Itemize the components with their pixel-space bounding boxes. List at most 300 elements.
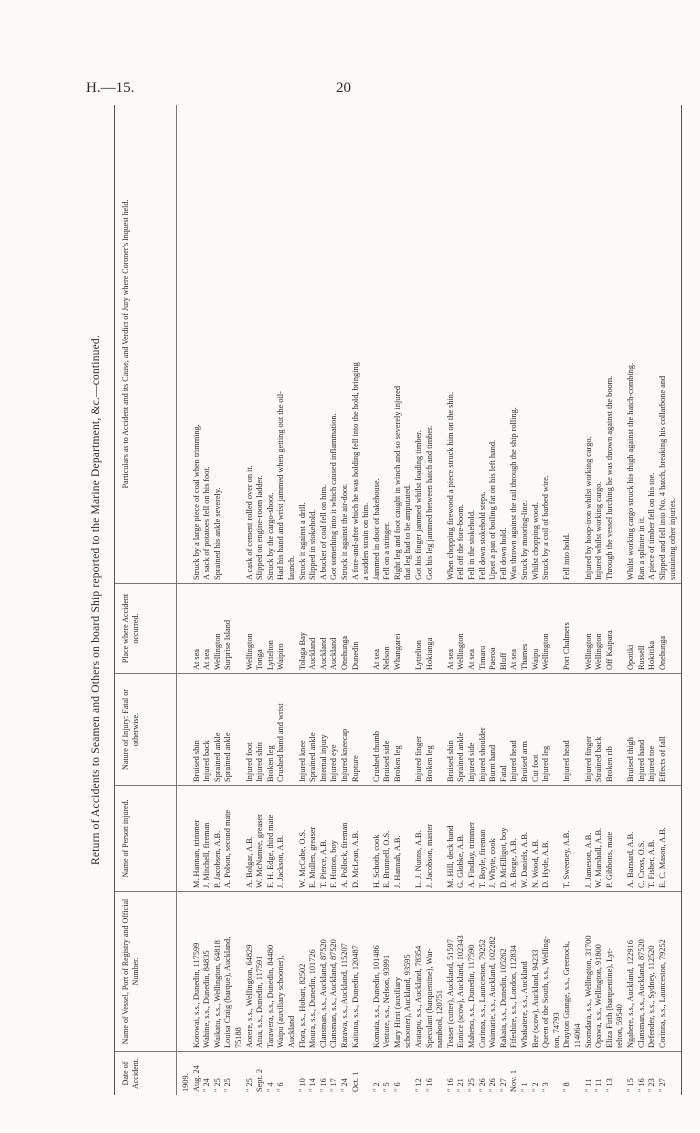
table-cell-vessel: nambool, 120751 <box>435 989 445 1048</box>
table-cell-person: D. McElligot, boy <box>498 827 508 888</box>
table-cell-place <box>552 587 563 670</box>
table-title: Return of Accidents to Seamen and Others on board Ship reported to the Marine Department, &c.—continued. <box>90 335 102 865</box>
table-cell-vessel: Komata, s.s., Dunedin, 101486 <box>371 945 381 1048</box>
table-cell-particulars: Slipped and fell into No. 4 hatch, breaking his collarbone and <box>657 375 667 580</box>
table-cell-person <box>361 789 372 888</box>
table-cell-vessel: Fifeshire, s.s., London, 112834 <box>509 945 519 1048</box>
table-cell-particulars: Jammed in door of bakehouse. <box>371 478 381 580</box>
table-cell-vessel: Rakaia, s.s., Dunedin, 105262 <box>498 948 508 1048</box>
table-cell-place: At sea <box>202 649 212 670</box>
date-column <box>115 1051 681 1095</box>
table-cell-date: " 16 <box>424 1078 434 1092</box>
table-cell-particulars: sustaining other injuries. <box>668 498 678 580</box>
table-cell-injury <box>287 677 298 782</box>
table-cell-vessel <box>181 895 192 1048</box>
table-cell-particulars: Through the vessel lurching he was thrown against the boom. <box>604 375 614 580</box>
table-cell-injury: Injured knee <box>297 740 307 782</box>
vessel-column-body <box>181 892 679 1051</box>
particulars-header: Particulars as to Accident and its Cause, and Verdict of Jury where Coroner's Inquest held. <box>115 105 177 583</box>
table-cell-injury: Bruised arm <box>520 741 529 782</box>
table-cell-person <box>573 789 584 888</box>
place-column-body <box>181 584 679 673</box>
table-cell-injury: Fatal <box>498 765 508 782</box>
table-cell-particulars <box>615 108 626 580</box>
table-cell-particulars: that leg had to be amputated. <box>403 484 413 580</box>
table-cell-particulars <box>223 108 234 580</box>
place-column <box>115 583 681 673</box>
table-cell-vessel: Kaituna, s.s., Dunedin, 120487 <box>350 945 360 1048</box>
table-cell-injury <box>435 677 446 782</box>
page-reference: H.—15. <box>86 80 135 96</box>
table-cell-vessel: Defender, s.s., Sydney, 112520 <box>647 945 657 1048</box>
table-cell-person: M. Hannan, trimmer <box>191 819 201 888</box>
place-header: Place where Accident occurred. <box>115 584 177 673</box>
table-cell-date: " 14 <box>308 1078 318 1092</box>
table-cell-particulars: a sudden strain on him. <box>361 502 371 580</box>
table-cell-date: " 16 <box>636 1078 646 1092</box>
table-cell-injury: Broken leg <box>424 745 434 782</box>
table-cell-person <box>181 789 192 888</box>
table-cell-place: At sea <box>467 649 477 670</box>
table-cell-vessel: Teaser (cutter), Auckland, 51597 <box>445 939 455 1048</box>
table-cell-vessel: Waimarie, s.s., Auckland, 102282 <box>488 936 498 1048</box>
table-cell-place <box>615 587 626 670</box>
table-cell-place: Wellington <box>244 633 254 670</box>
table-cell-injury: Injured finger <box>583 736 593 782</box>
table-cell-person: H. Schoth, cook <box>371 834 381 888</box>
table-cell-injury: Crushed thumb <box>371 731 381 782</box>
table-cell-vessel: Aratapu, s.s., Auckland, 78354 <box>414 945 424 1048</box>
table-cell-place <box>234 587 245 670</box>
table-cell-vessel: Ngahere, s.s., Auckland, 122916 <box>625 940 635 1048</box>
table-cell-place: Whangarei <box>392 633 402 670</box>
table-cell-date: " 23 <box>647 1078 657 1092</box>
table-cell-injury: Strained back <box>594 736 604 782</box>
table-cell-particulars: Struck by mooring-line. <box>520 500 529 580</box>
table-cell-person <box>234 789 245 888</box>
table-cell-place: Wellington <box>541 633 551 670</box>
table-cell-particulars: Fell down stokehold steps. <box>477 491 487 580</box>
table-cell-particulars: Got his leg jammed between hatch and timber. <box>424 425 434 580</box>
table-cell-place: Wellington <box>583 633 593 670</box>
vessel-column <box>115 891 681 1051</box>
table-cell-place: Onehunga <box>339 635 349 670</box>
table-cell-person: J. Jameson, A.B. <box>583 832 593 888</box>
table-cell-person: A. Polson, second mate <box>223 809 233 888</box>
table-cell-injury: Sprained ankle <box>223 732 233 782</box>
table-cell-place: Lyttelton <box>414 640 424 670</box>
table-cell-date: " 12 <box>414 1078 424 1092</box>
table-cell-vessel: Clansman, s.s., Auckland, 87520 <box>636 939 646 1048</box>
table-cell-injury: Injured foot <box>244 742 254 782</box>
table-cell-place: Nelson <box>382 646 392 670</box>
table-cell-injury: Crushed hand and wrist <box>276 703 286 782</box>
table-cell-injury: Injured hand <box>636 739 646 782</box>
table-cell-date <box>361 1055 372 1092</box>
table-cell-vessel: Louisa Craig (barque), Auckland, <box>223 936 233 1048</box>
table-cell-person: D. Hyde, A.B. <box>541 840 551 888</box>
table-cell-place <box>573 587 584 670</box>
table-cell-injury: Injured head <box>509 740 519 782</box>
table-cell-injury: Broken leg <box>265 745 275 782</box>
table-cell-injury <box>234 677 245 782</box>
table-cell-date: Oct. 1 <box>350 1071 360 1092</box>
table-cell-vessel: Eunice (scow), Auckland, 102343 <box>456 935 466 1048</box>
table-cell-particulars: Fell down hold. <box>498 527 508 580</box>
table-cell-vessel: Venture, s.s., Nelson, 93991 <box>382 954 392 1048</box>
table-cell-date: Aug. 24 <box>191 1065 201 1092</box>
table-cell-place: Tolaga Bay <box>297 632 307 670</box>
table-cell-date <box>234 1055 245 1092</box>
table-cell-person: A. Barnard, A.B. <box>625 831 635 888</box>
table-cell-person: E. C. Mason, A.B. <box>657 827 667 888</box>
table-cell-injury: Injured head <box>562 740 572 782</box>
table-cell-injury: Rupture <box>350 755 360 782</box>
table-cell-particulars: Injured by hoop-iron whilst working cargo. <box>583 436 593 580</box>
table-cell-date: " 6 <box>276 1082 286 1092</box>
table-cell-vessel: telton, 59540 <box>615 1004 625 1048</box>
table-cell-place: Paeroa <box>488 647 498 670</box>
table-cell-person: J. Whyte, cook <box>488 838 498 888</box>
table-cell-date: Nov. 1 <box>509 1069 519 1092</box>
table-cell-particulars: Whilst chopping wood. <box>530 502 540 580</box>
table-cell-person <box>552 789 563 888</box>
table-cell-injury: Injured kneecap <box>339 728 349 782</box>
table-cell-vessel: Moura, s.s., Dunedin, 101726 <box>308 949 318 1048</box>
table-cell-particulars: Struck it against the air-door. <box>339 483 349 580</box>
table-cell-place <box>435 587 446 670</box>
table-cell-injury <box>552 677 563 782</box>
table-cell-injury: Burnt hand <box>488 744 498 782</box>
table-cell-particulars: Right leg and foot caught in winch and so severely injured <box>392 385 402 580</box>
person-column <box>115 785 681 891</box>
table-cell-date: " 8 <box>562 1082 572 1092</box>
date-header: Date of Accident. <box>115 1052 177 1095</box>
table-cell-vessel: Maheno, s.s., Dunedin, 117590 <box>467 944 477 1048</box>
table-cell-vessel <box>361 895 372 1048</box>
table-cell-date: " 25 <box>223 1078 233 1092</box>
table-cell-vessel: ton, 74793 <box>551 1012 561 1048</box>
particulars-column-body <box>181 105 679 583</box>
table-cell-date: " 27 <box>657 1078 667 1092</box>
table-cell-person: W. McCabe, O.S. <box>297 829 307 888</box>
table-cell-vessel: 114064 <box>572 1023 582 1048</box>
table-cell-place <box>181 587 192 670</box>
table-cell-date: " 11 <box>583 1078 593 1092</box>
table-cell-injury: Sprained ankle <box>456 732 466 782</box>
table-cell-person: P. Jacobsen, A.B. <box>212 830 222 888</box>
table-cell-person: A. Pollock, fireman <box>339 822 349 888</box>
table-cell-place: Off Kaipara <box>604 630 614 670</box>
table-cell-vessel: Korowai, s.s., Dunedin, 117599 <box>191 942 201 1048</box>
page-number: 20 <box>336 80 351 96</box>
table-cell-vessel <box>668 895 679 1048</box>
table-cell-place <box>668 587 679 670</box>
table-cell-date <box>668 1055 679 1092</box>
table-cell-injury: Injured toe <box>647 745 657 782</box>
table-cell-person: E. Mullen, greaser <box>308 826 318 888</box>
table-cell-injury <box>668 677 679 782</box>
table-cell-particulars: Sprained his ankle severely. <box>212 487 222 580</box>
table-cell-person: C. Cross, O.S. <box>636 840 646 888</box>
table-cell-person: T. Boyle, fireman <box>477 829 487 888</box>
table-cell-date: 1909. <box>181 1073 190 1092</box>
table-cell-particulars: A piece of timber fell on his toe. <box>647 472 657 580</box>
table-cell-particulars: Injured whilst working cargo. <box>594 481 604 580</box>
table-cell-injury: Broken leg <box>392 745 402 782</box>
table-cell-person <box>615 789 626 888</box>
table-cell-vessel: Mary Hirst (auxiliary <box>392 977 402 1048</box>
table-cell-vessel: Storndara, s.s., Wellington, 31700 <box>583 935 593 1048</box>
table-cell-date: Sept. 2 <box>255 1068 265 1092</box>
table-cell-date <box>552 1055 563 1092</box>
table-cell-vessel: Bee (scow), Auckland, 94233 <box>530 949 540 1048</box>
table-cell-particulars <box>181 108 192 580</box>
table-cell-place: At sea <box>509 649 519 670</box>
table-cell-injury: Injured shoulder <box>477 727 487 782</box>
table-cell-person: J. Jackson, A.B. <box>276 834 286 888</box>
table-cell-date: " 11 <box>594 1078 604 1092</box>
person-header: Name of Person injured. <box>115 786 177 891</box>
table-cell-particulars: Fell on a stringer. <box>382 521 392 580</box>
table-cell-vessel: schooner), Auckland, 93595 <box>403 954 413 1048</box>
table-cell-particulars: Slipped in stokehold. <box>308 509 318 580</box>
table-cell-person: G. Globke, A.B. <box>456 834 466 888</box>
table-cell-injury: Injured leg <box>541 745 551 782</box>
table-cell-date: " 25 <box>467 1078 477 1092</box>
table-cell-particulars: Struck by a coil of barbed wire. <box>541 475 551 580</box>
table-cell-vessel: Rarawa, s.s., Auckland, 115207 <box>339 943 349 1048</box>
injury-column-body <box>181 674 679 785</box>
table-cell-vessel: Wahine, s.s., Dunedin, 84835 <box>202 950 212 1048</box>
table-cell-person: A. Borge, A.B. <box>509 838 519 888</box>
table-cell-particulars: Struck by a large piece of coal when trimming. <box>191 424 201 580</box>
table-cell-particulars: Upset a pan of boiling fat on his left hand. <box>488 439 498 580</box>
table-cell-place: Russell <box>636 645 646 670</box>
table-cell-injury: Injured side <box>467 742 477 782</box>
table-cell-injury: Sprained ankle <box>308 732 318 782</box>
accident-table <box>114 105 682 1095</box>
table-cell-place: Waipiro <box>276 643 286 670</box>
particulars-column <box>115 105 681 583</box>
table-cell-place: Onehunga <box>657 635 667 670</box>
table-cell-vessel: Flora, s.s., Hobart, 82502 <box>297 963 307 1048</box>
table-cell-particulars: A bucket of coal fell on him. <box>318 484 328 580</box>
table-cell-date: " 27 <box>498 1078 508 1092</box>
table-cell-place: Port Chalmers <box>562 622 572 670</box>
table-cell-person: W. McNamee, greaser <box>255 814 265 888</box>
table-cell-vessel: Opawa, s.s., Wellington, 91800 <box>594 944 604 1048</box>
injury-column <box>115 673 681 785</box>
table-cell-place: Waipu <box>530 648 540 670</box>
table-cell-injury: Effects of fall <box>657 736 667 782</box>
vessel-header: Name of Vessel, Port of Registry and Official Number. <box>115 892 177 1051</box>
table-cell-place: Wellington <box>594 633 604 670</box>
table-cell-particulars: Fell off the fore-boom. <box>456 504 466 580</box>
table-cell-person: J. Jacobson, master <box>424 823 434 888</box>
table-cell-injury: Bruised side <box>382 740 392 782</box>
table-cell-place: At sea <box>191 649 201 670</box>
table-cell-date: " 26 <box>477 1078 487 1092</box>
table-cell-injury: Bruised thigh <box>625 737 635 782</box>
table-cell-vessel: Corinna, s.s., Launceston, 79252 <box>657 939 667 1048</box>
table-cell-injury: Bruised shin <box>191 740 201 782</box>
table-cell-place: Auckland <box>308 637 318 670</box>
table-cell-date: " 10 <box>297 1078 307 1092</box>
table-cell-particulars: Got something into it which caused inflammation. <box>329 413 339 580</box>
table-cell-vessel: Speculant (barquentine), War- <box>424 948 434 1048</box>
table-cell-vessel: Queen of the South, s.s., Welling- <box>541 936 551 1048</box>
table-cell-particulars: Whilst working cargo struck his thigh against the hatch-combing. <box>625 362 635 580</box>
table-cell-place: Auckland <box>329 637 339 670</box>
table-cell-injury <box>403 677 414 782</box>
table-cell-particulars <box>573 108 584 580</box>
table-cell-person <box>668 789 679 888</box>
table-cell-date: " 2 <box>530 1082 540 1092</box>
table-cell-person: L. J. Nunns, A.B. <box>414 830 424 888</box>
table-cell-vessel: Waikatu, s.s., Wellington, 64818 <box>212 940 222 1048</box>
table-cell-person: N. Wood, A.B. <box>530 839 540 888</box>
table-cell-particulars: A sack of potatoes fell on his foot. <box>202 466 212 580</box>
table-cell-person: P. Gibbons, mate <box>604 831 614 888</box>
table-cell-vessel: Waipu (auxiliary schooner), <box>276 955 286 1048</box>
table-cell-date: " 3 <box>541 1082 551 1092</box>
table-cell-place: Wellington <box>456 633 466 670</box>
table-cell-place: Tonga <box>255 649 265 670</box>
table-cell-vessel: Tarawera, s.s., Dunedin, 84480 <box>265 944 275 1048</box>
table-cell-particulars <box>435 108 446 580</box>
table-cell-person <box>287 789 298 888</box>
table-cell-place: Surprise Island <box>223 619 233 670</box>
table-cell-place: Hokianga <box>424 637 434 670</box>
table-cell-date: " 6 <box>392 1082 402 1092</box>
table-cell-place: At sea <box>371 649 381 670</box>
date-column-body <box>181 1052 679 1095</box>
table-cell-person: T. Sweeney, A.B. <box>562 830 572 888</box>
table-cell-person: J. Mitchell, fireman <box>202 822 212 888</box>
table-cell-particulars: Had his hand and wrist jammed when getting out the oil- <box>276 391 286 580</box>
table-cell-particulars: Fell into hold. <box>562 533 572 580</box>
table-cell-particulars: Struck by the cargo-shoot. <box>265 492 275 580</box>
table-cell-particulars <box>552 108 563 580</box>
table-cell-particulars: Got his finger jammed whilst loading timber. <box>414 430 424 580</box>
table-cell-date: " 25 <box>212 1078 222 1092</box>
table-cell-place: Auckland <box>318 637 328 670</box>
table-cell-vessel: Whakatere, s.s., Auckland <box>520 961 529 1048</box>
table-cell-person: D. McLean, A.B. <box>350 830 360 888</box>
table-cell-injury <box>573 677 584 782</box>
table-cell-place: Hokitika <box>647 640 657 670</box>
table-cell-date: " 15 <box>625 1078 635 1092</box>
table-cell-vessel: Atua, s.s., Dunedin, 117591 <box>255 955 265 1048</box>
table-cell-place: Thames <box>520 643 529 670</box>
table-cell-date: " 4 <box>265 1082 275 1092</box>
table-cell-date: " 17 <box>329 1078 339 1092</box>
table-cell-injury: Sprained ankle <box>212 732 222 782</box>
table-cell-injury <box>181 677 192 782</box>
table-cell-vessel: Corinna, s.s., Launceston, 79252 <box>477 939 487 1048</box>
table-cell-person: W. Daniels, A.B. <box>520 832 529 888</box>
table-cell-place <box>361 587 372 670</box>
table-cell-particulars: Ran a splinter in it. <box>636 516 646 580</box>
table-cell-date: " 2 <box>371 1082 381 1092</box>
table-cell-injury: Injured finger <box>414 736 424 782</box>
table-cell-date: " 25 <box>244 1078 254 1092</box>
table-cell-place: Bluff <box>498 652 508 670</box>
table-cell-person: T. Fisher, A.B. <box>647 839 657 888</box>
table-cell-place <box>287 587 298 670</box>
table-cell-person <box>403 789 414 888</box>
table-cell-vessel: 75188 <box>233 1027 243 1048</box>
table-cell-injury: Injured back <box>202 740 212 782</box>
table-cell-date <box>287 1055 298 1092</box>
table-cell-person: E. Brunnell, O.S. <box>382 830 392 888</box>
table-cell-injury: Cut foot <box>530 754 540 782</box>
table-cell-person: A. Findlay, trimmer <box>467 822 477 888</box>
table-cell-vessel: Aorere, s.s., Wellington, 64829 <box>244 944 254 1048</box>
table-cell-date: " 26 <box>488 1078 498 1092</box>
table-cell-date <box>435 1055 446 1092</box>
table-cell-date <box>403 1055 414 1092</box>
table-cell-particulars: A cask of cement rolled over on it. <box>244 465 254 580</box>
table-cell-place <box>403 587 414 670</box>
table-cell-person: T. Pierce, A.B. <box>318 839 328 888</box>
table-cell-date <box>573 1055 584 1092</box>
table-cell-date: " 16 <box>318 1078 328 1092</box>
table-cell-date: " 13 <box>604 1078 614 1092</box>
table-cell-injury: Broken rib <box>604 746 614 782</box>
table-cell-place: Lyttelton <box>265 640 275 670</box>
table-cell-date: " 5 <box>382 1082 392 1092</box>
table-cell-injury <box>361 677 372 782</box>
injury-header: Nature of Injury: Fatal or otherwise. <box>115 674 177 785</box>
table-cell-place: Timaru <box>477 645 487 670</box>
table-cell-person: J. Hannah, A.B. <box>392 835 402 888</box>
table-cell-place: Wellington <box>212 633 222 670</box>
table-cell-particulars: A fore-and-after which he was holding fell into the hold, bringing <box>350 362 360 580</box>
table-cell-place: Opotiki <box>625 644 635 670</box>
table-cell-injury: Bruised shin <box>445 740 455 782</box>
table-cell-injury: Injured eye <box>329 744 339 782</box>
table-cell-person: F. Hutton, boy <box>329 840 339 888</box>
table-cell-particulars: Slipped on engine-room ladder. <box>255 475 265 580</box>
table-cell-person <box>435 789 446 888</box>
table-cell-vessel: Eliza Firth (barquentine), Lyt- <box>604 948 614 1048</box>
table-cell-particulars: launch. <box>286 555 296 580</box>
table-cell-particulars: Fell in the stokehold. <box>467 509 477 580</box>
table-cell-date <box>615 1055 626 1092</box>
table-cell-particulars: When chopping firewood a piece struck him on the shin. <box>445 391 455 580</box>
table-cell-place: At sea <box>445 649 455 670</box>
person-column-body <box>181 786 679 891</box>
table-cell-date: " 24 <box>202 1078 212 1092</box>
table-cell-person: M. Hill, deck hand <box>445 825 455 888</box>
table-cell-particulars <box>234 108 245 580</box>
table-cell-vessel: Clansman, s.s., Auckland, 87520 <box>318 939 328 1048</box>
table-cell-person: W. Marshall, A.B. <box>594 827 604 888</box>
table-cell-particulars: Struck it against a drill. <box>297 502 307 580</box>
table-cell-date: " 21 <box>456 1078 466 1092</box>
table-cell-date: " 1 <box>520 1082 529 1092</box>
table-cell-place: Dunedin <box>350 641 360 670</box>
table-cell-vessel: Auckland <box>286 1015 296 1048</box>
table-cell-particulars: Was thrown against the rail through the ship rolling. <box>509 407 519 580</box>
table-cell-date: " 24 <box>339 1078 349 1092</box>
table-cell-injury: Injured shin <box>255 742 265 782</box>
table-cell-person: F. H. Edge, third mate <box>265 814 275 888</box>
table-cell-vessel: Drayton Grange, s.s., Greenock, <box>562 941 572 1048</box>
rotated-table-region <box>90 105 680 1095</box>
